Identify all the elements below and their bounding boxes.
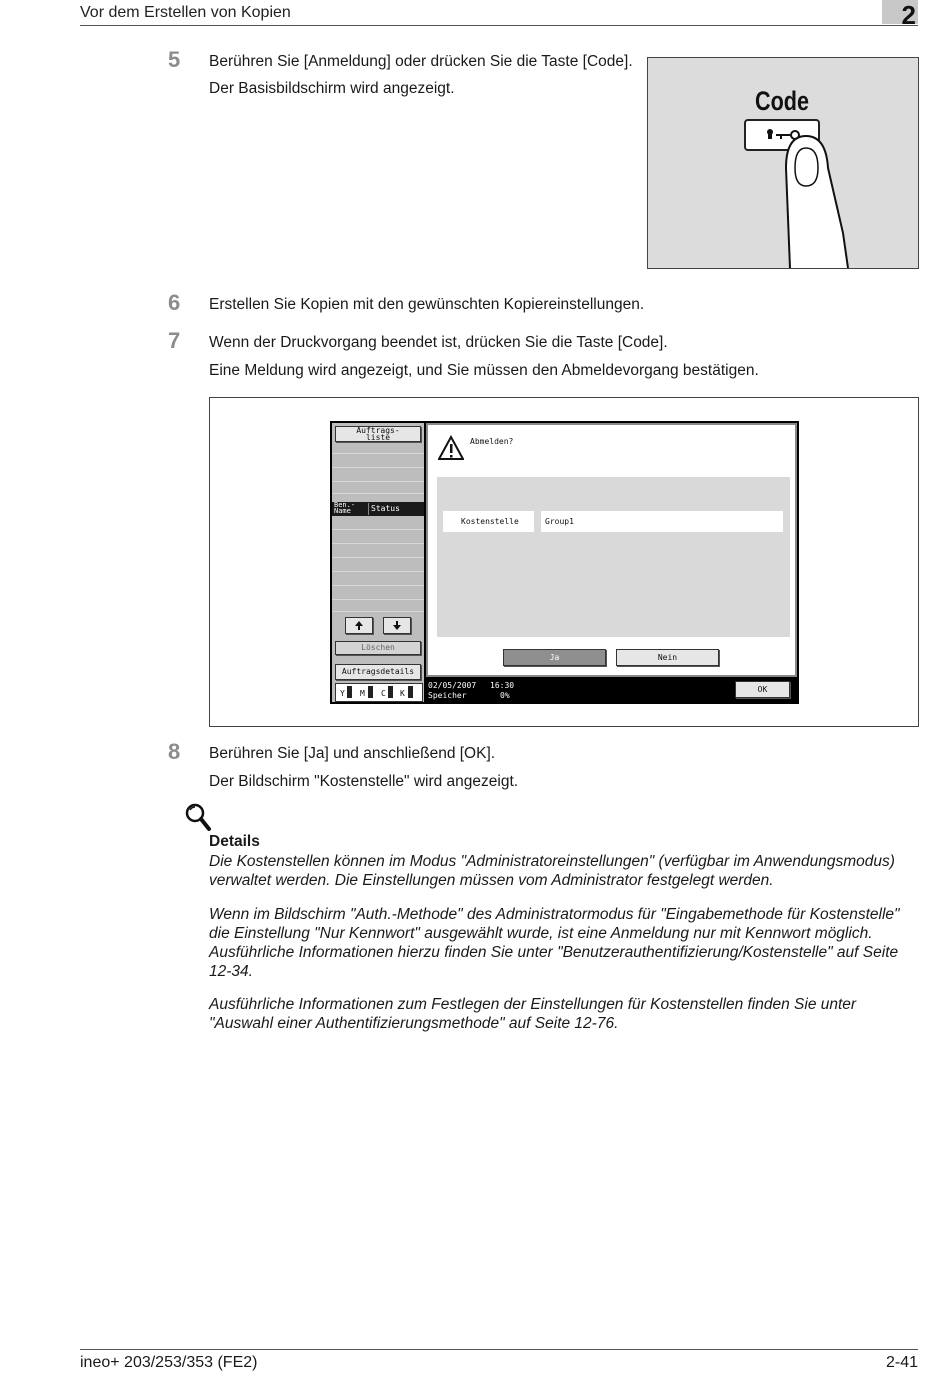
toner-level-indicator bbox=[335, 683, 423, 702]
details-paragraph: Ausführliche Informationen zum Festlegen der Einstellungen für Kostenstellen finden Sie unter "Auswahl einer Authentifizierungsmethode" auf Seite 12-76. bbox=[209, 996, 857, 1032]
chapter-tab bbox=[882, 0, 918, 30]
step-result-text: Der Bildschirm "Kostenstelle" wird angezeigt. bbox=[209, 773, 519, 790]
step-number: 7 bbox=[168, 328, 181, 353]
arrow-down-icon bbox=[384, 618, 410, 633]
status-bar bbox=[426, 678, 797, 702]
running-header-title: Vor dem Erstellen von Kopien bbox=[80, 4, 291, 21]
header-rule bbox=[80, 25, 918, 26]
toner-yellow-label: Y bbox=[340, 689, 345, 698]
step-text: Berühren Sie [Anmeldung] oder drücken Sie die Taste [Code]. bbox=[209, 53, 633, 70]
memory-value: 0% bbox=[500, 691, 510, 700]
cost-center-label: Kostenstelle bbox=[443, 511, 534, 532]
code-key-label: Code bbox=[755, 86, 809, 116]
footer-rule bbox=[80, 1349, 918, 1350]
toner-black-label: K bbox=[400, 689, 405, 698]
step-result-text: Der Basisbildschirm wird angezeigt. bbox=[209, 80, 455, 97]
toner-cyan-label: C bbox=[381, 689, 386, 698]
step-text: Erstellen Sie Kopien mit den gewünschten Kopiereinstellungen. bbox=[209, 296, 645, 313]
logout-dialog bbox=[426, 423, 797, 677]
step-text: Wenn der Druckvorgang beendet ist, drücken Sie die Taste [Code]. bbox=[209, 334, 668, 351]
code-key-illustration bbox=[647, 57, 919, 269]
toner-magenta-label: M bbox=[360, 689, 365, 698]
scroll-up-button[interactable] bbox=[345, 617, 373, 634]
arrow-up-icon bbox=[346, 618, 372, 633]
date-text: 02/05/2007 bbox=[428, 681, 477, 690]
job-sidebar bbox=[332, 423, 424, 702]
footer-product-name: ineo+ 203/253/353 (FE2) bbox=[80, 1354, 258, 1371]
finger-pressing-icon bbox=[648, 58, 918, 268]
cost-center-value: Group1 bbox=[541, 511, 783, 532]
step-number: 5 bbox=[168, 47, 181, 72]
step-result-text: Eine Meldung wird angezeigt, und Sie müssen den Abmeldevorgang bestätigen. bbox=[209, 362, 759, 379]
magnifier-icon bbox=[184, 802, 212, 832]
control-panel-screen bbox=[330, 421, 799, 704]
scroll-down-button[interactable] bbox=[383, 617, 411, 634]
details-paragraph: Die Kostenstellen können im Modus "Administratoreinstellungen" (verfügbar im Anwendungsmodus) verwaltet werden. Die Einstellungen müssen vom Administrator festgelegt werden. bbox=[209, 853, 895, 889]
yes-button[interactable]: Ja bbox=[503, 649, 606, 666]
delete-button[interactable]: Löschen bbox=[335, 641, 421, 655]
column-status: Status bbox=[371, 504, 400, 513]
dialog-title: Abmelden? bbox=[470, 437, 514, 446]
details-heading: Details bbox=[209, 833, 260, 850]
job-list-button[interactable]: Auftrags- liste bbox=[335, 426, 421, 442]
screen-figure bbox=[209, 397, 919, 727]
step-number: 8 bbox=[168, 739, 181, 764]
job-details-button[interactable]: Auftragsdetails bbox=[335, 664, 421, 680]
warning-icon bbox=[438, 435, 464, 461]
footer-page-number: 2-41 bbox=[885, 1354, 918, 1371]
step-text: Berühren Sie [Ja] und anschließend [OK]. bbox=[209, 745, 496, 762]
column-user-name: Ben.- Name bbox=[334, 501, 356, 515]
details-paragraph: Wenn im Bildschirm "Auth.-Methode" des Administratormodus für "Eingabemethode für Kostenstelle" die Einstellung "Nur Kennwort" ausgewählt wurde, ist eine Anmeldung nur mit Kennwort möglich. Ausführliche Informationen hierzu finden Sie unter "Benutzerauthentifizierung/Kostenstelle" auf Seite 12-34. bbox=[209, 906, 900, 980]
time-text: 16:30 bbox=[490, 681, 515, 690]
memory-label: Speicher bbox=[428, 691, 467, 700]
job-list-header bbox=[332, 502, 424, 516]
no-button[interactable]: Nein bbox=[616, 649, 719, 666]
ok-button[interactable]: OK bbox=[735, 681, 790, 698]
cost-center-panel bbox=[437, 477, 790, 637]
step-number: 6 bbox=[168, 290, 181, 315]
chapter-number: 2 bbox=[901, 0, 916, 30]
